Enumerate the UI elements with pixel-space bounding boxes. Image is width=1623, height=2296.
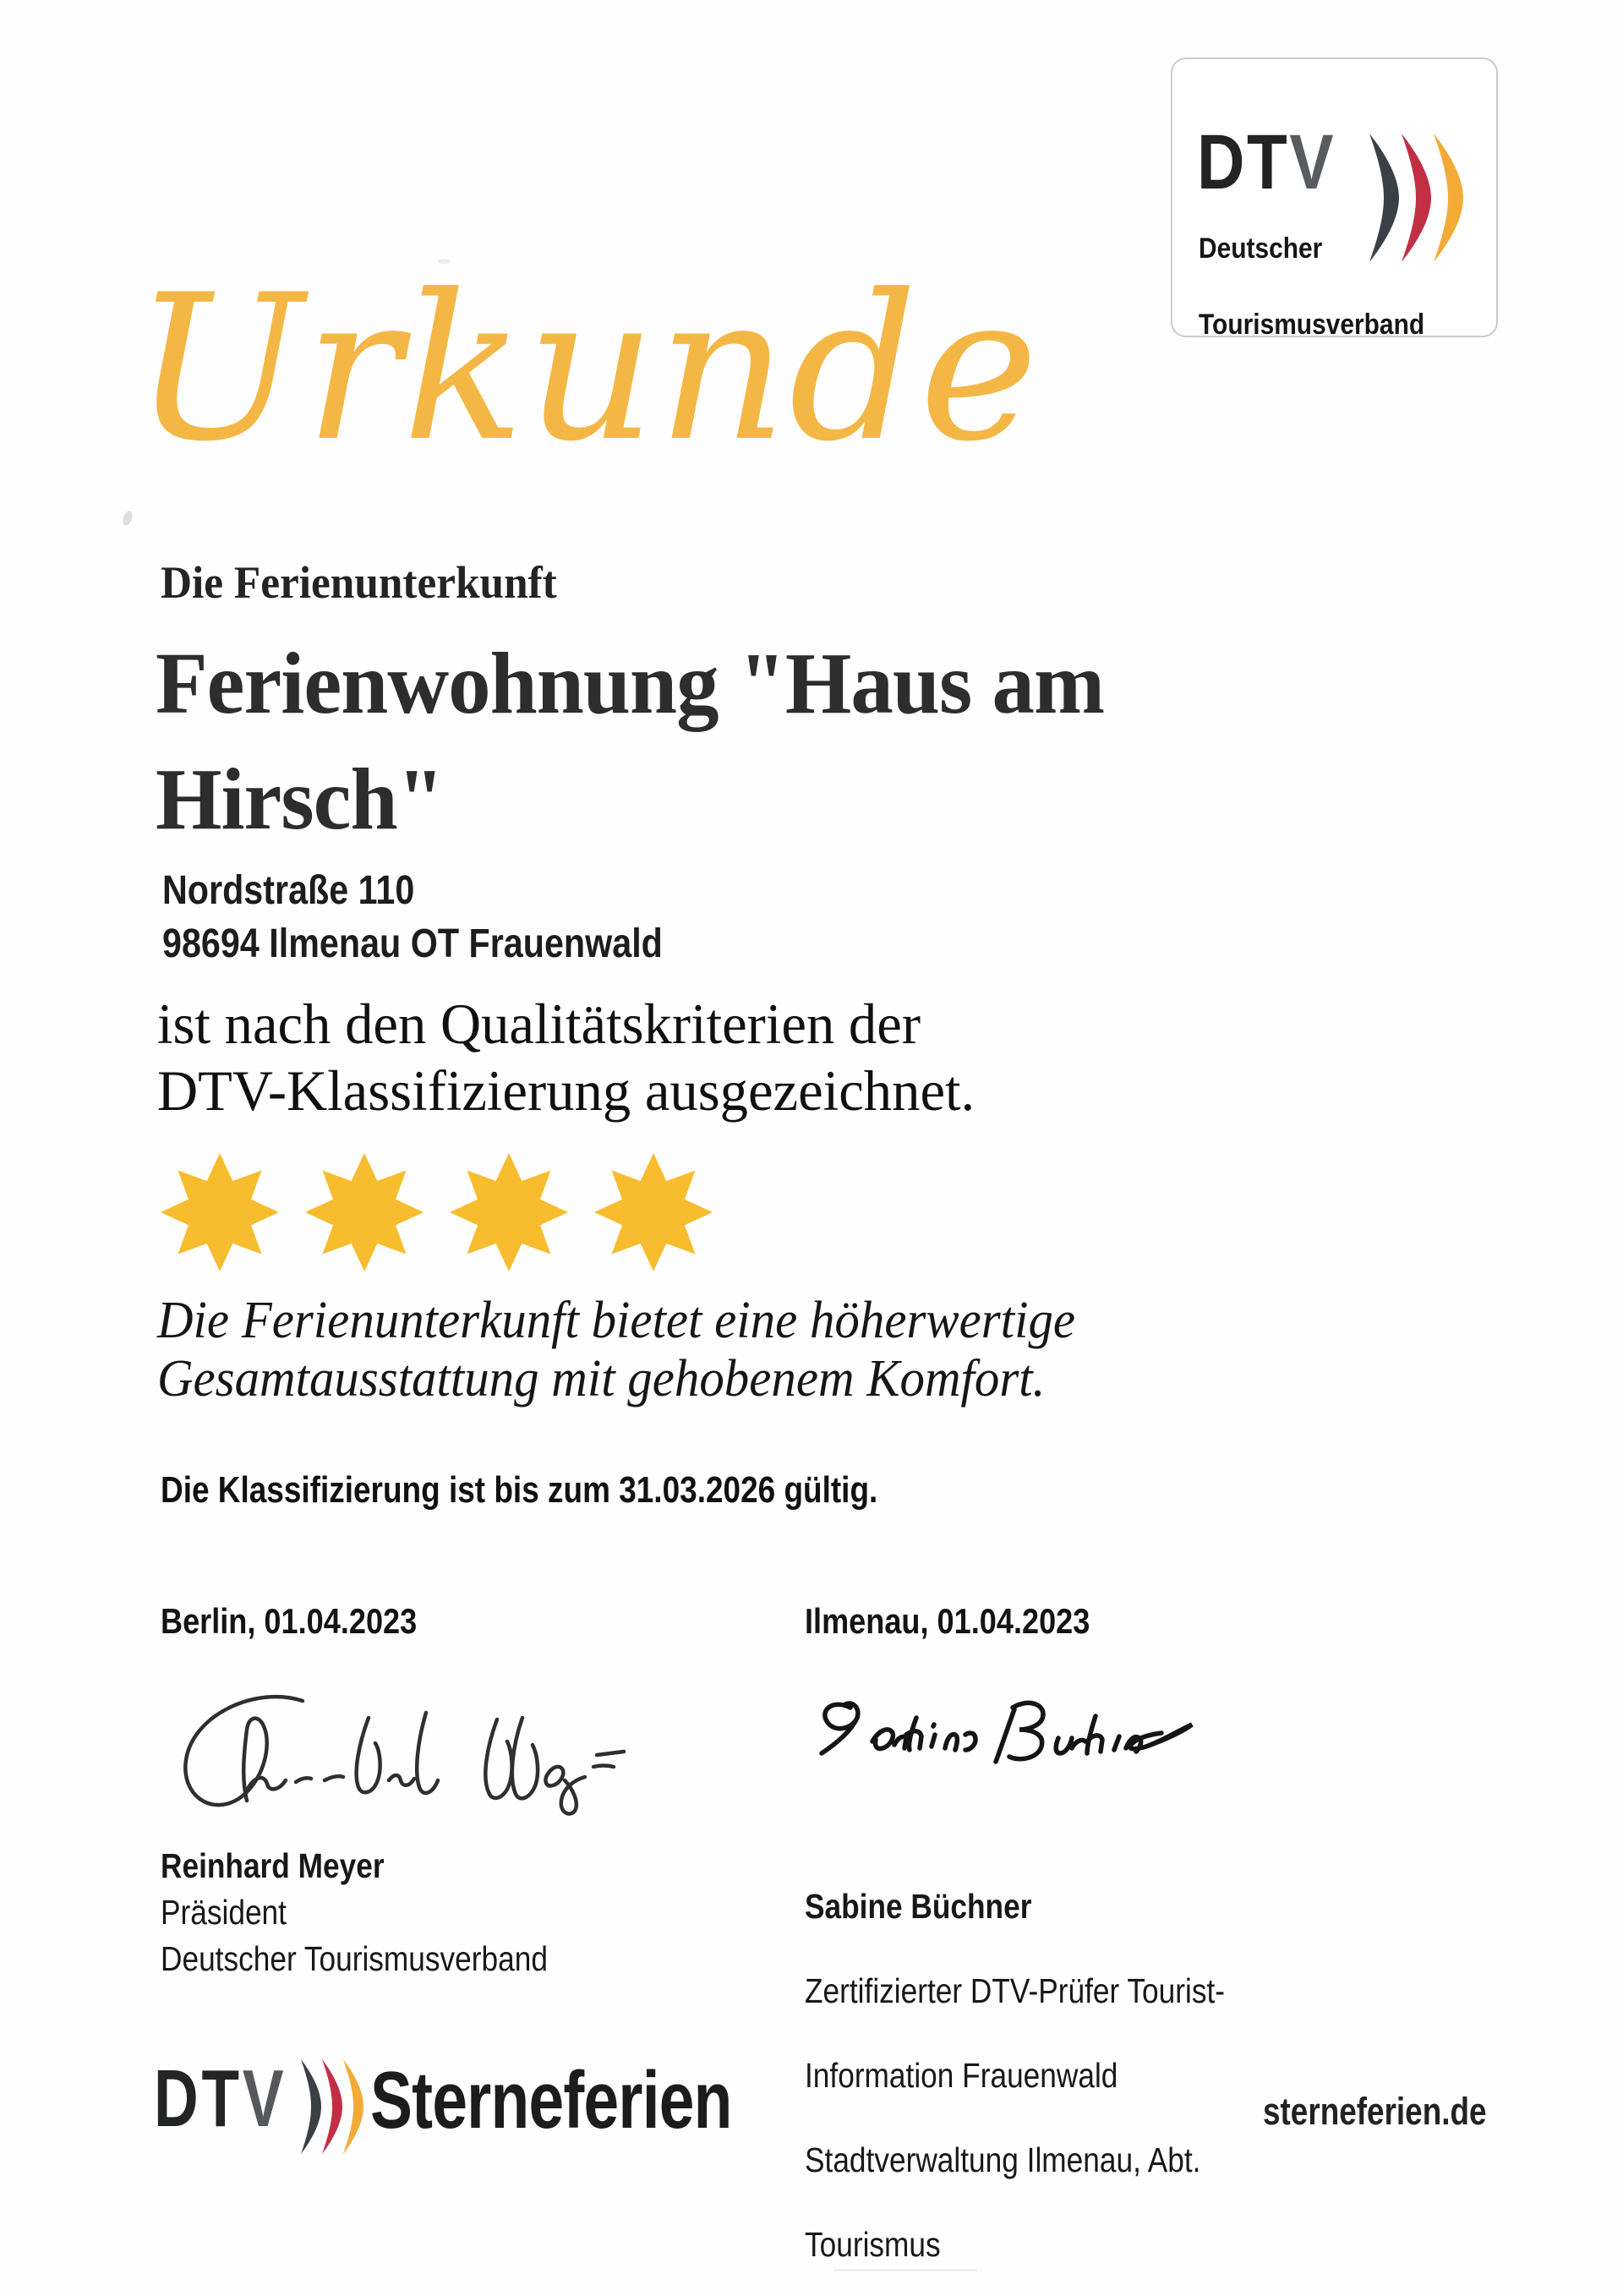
left-place-date: Berlin, 01.04.2023 — [161, 1601, 418, 1641]
rating-star-icon — [305, 1153, 424, 1271]
scan-speck — [121, 510, 134, 527]
dtv-subtitle-line1: Deutscher — [1199, 232, 1323, 265]
rating-description — [157, 1292, 1075, 1408]
property-name — [156, 626, 1104, 857]
dtv-logo-acronym: DTV — [1197, 119, 1336, 205]
right-place-date: Ilmenau, 01.04.2023 — [805, 1601, 1090, 1641]
signature-reinhard-meyer — [167, 1692, 653, 1819]
quote-line1: Die Ferienunterkunft bietet eine höherwertige — [157, 1292, 1076, 1349]
right-signer-block — [805, 1843, 1293, 2266]
dtv-subtitle-line2: Tourismusverband — [1199, 309, 1425, 341]
address-line2: 98694 Ilmenau OT Frauenwald — [162, 921, 663, 966]
quote-line2: Gesamtausstattung mit gehobenem Komfort. — [157, 1350, 1046, 1408]
property-name-line2: Hirsch" — [156, 751, 444, 848]
left-signer-name: Reinhard Meyer — [161, 1846, 385, 1885]
rating-star-icon — [450, 1153, 568, 1271]
signature-sabine-buechner — [813, 1697, 1198, 1774]
rating-star-icon — [594, 1153, 713, 1271]
right-signer-role-2: Information Frauenwald — [805, 2056, 1118, 2095]
certificate-title: Urkunde — [134, 252, 1041, 486]
statement-line2: DTV-Klassifizierung ausgezeichnet. — [157, 1058, 975, 1123]
statement-line1: ist nach den Qualitätskriterien der — [157, 992, 921, 1056]
footer-wordmark: Sterneferien — [370, 2055, 732, 2146]
classification-statement — [157, 991, 975, 1124]
star-rating — [161, 1153, 713, 1271]
footer-dtv-chevrons-icon — [298, 2059, 363, 2154]
footer-dtv-acronym: DTV — [154, 2053, 287, 2144]
rating-star-icon — [161, 1153, 279, 1271]
left-signer-block — [161, 1843, 611, 1982]
right-signer-role-3: Stadtverwaltung Ilmenau, Abt. — [805, 2140, 1201, 2179]
right-signer-role-1: Zertifizierter DTV-Prüfer Tourist- — [805, 1971, 1225, 2010]
property-name-line1: Ferienwohnung "Haus am — [156, 635, 1105, 732]
scan-speck — [438, 259, 450, 264]
left-signer-role-1: Präsident — [161, 1893, 287, 1932]
scan-speck — [833, 2269, 977, 2271]
intro-line: Die Ferienunterkunft — [161, 557, 557, 608]
website-url: sterneferien.de — [1263, 2090, 1487, 2133]
dtv-logo-subtitle — [1199, 230, 1424, 344]
validity-note: Die Klassifizierung ist bis zum 31.03.2026 gültig. — [161, 1469, 878, 1511]
dtv-logo-box — [1171, 57, 1498, 341]
right-signer-name: Sabine Büchner — [805, 1887, 1032, 1926]
property-address — [162, 864, 663, 970]
address-line1: Nordstraße 110 — [162, 868, 415, 913]
right-signer-role-4: Tourismus — [805, 2225, 941, 2264]
left-signer-role-2: Deutscher Tourismusverband — [161, 1939, 548, 1978]
